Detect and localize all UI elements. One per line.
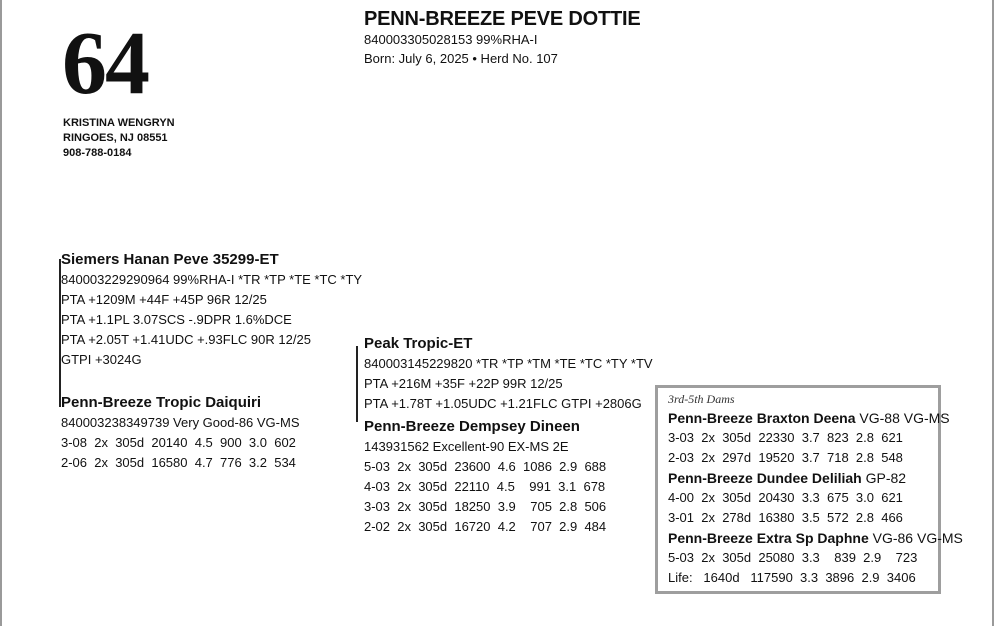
maternal-granddam-block: [364, 417, 606, 537]
dam-5-name: Penn-Breeze Extra Sp Daphne: [668, 530, 869, 546]
sire-line: GTPI +3024G: [61, 352, 142, 367]
dam-4-record: 3-01 2x 278d 16380 3.5 572 2.8 466: [668, 510, 903, 525]
animal-name: PENN-BREEZE PEVE DOTTIE: [364, 8, 641, 30]
dam-4-heading: [668, 468, 963, 488]
maternal-granddam-record: 4-03 2x 305d 22110 4.5 991 3.1 678: [364, 479, 606, 494]
sire-line: PTA +2.05T +1.41UDC +.93FLC 90R 12/25: [61, 332, 311, 347]
third-fifth-dams-box: [655, 385, 963, 594]
maternal-grandsire-line: PTA +1.78T +1.05UDC +1.21FLC GTPI +2806G: [364, 396, 642, 411]
dam-4-classification: GP-82: [861, 470, 907, 486]
maternal-granddam-record: 2-02 2x 305d 16720 4.2 707 2.9 484: [364, 519, 607, 534]
dam-3-classification: VG-88 VG-MS: [855, 410, 950, 426]
lot-number: 64: [62, 14, 148, 113]
consignor-info: [63, 116, 175, 161]
maternal-grandsire-block: [364, 334, 653, 414]
consignor-name: KRISTINA WENGRYN: [63, 117, 175, 129]
sire-line: PTA +1.1PL 3.07SCS -.9DPR 1.6%DCE: [61, 312, 292, 327]
dams-box-title: 3rd-5th Dams: [668, 392, 735, 406]
dam-3-record: 3-03 2x 305d 22330 3.7 823 2.8 621: [668, 430, 903, 445]
dam-line: 840003238349739 Very Good-86 VG-MS: [61, 415, 300, 430]
animal-header: [364, 8, 641, 68]
animal-born-line: Born: July 6, 2025 • Herd No. 107: [364, 51, 558, 66]
dam-5-record: 5-03 2x 305d 25080 3.3 839 2.9 723: [668, 550, 918, 565]
dam-4-record: 4-00 2x 305d 20430 3.3 675 3.0 621: [668, 490, 903, 505]
dam-record: 3-08 2x 305d 20140 4.5 900 3.0 602: [61, 435, 296, 450]
sire-block: [61, 250, 362, 370]
animal-id-line: 840003305028153 99%RHA-I: [364, 32, 538, 47]
dam-3-record: 2-03 2x 297d 19520 3.7 718 2.8 548: [668, 450, 903, 465]
maternal-granddam-record: 5-03 2x 305d 23600 4.6 1086 2.9 688: [364, 459, 607, 474]
dam-block: [61, 393, 300, 473]
consignor-phone: 908-788-0184: [63, 147, 132, 159]
dam-name: Penn-Breeze Tropic Daiquiri: [61, 394, 262, 411]
dam-record: 2-06 2x 305d 16580 4.7 776 3.2 534: [61, 455, 296, 470]
dam-5-classification: VG-86 VG-MS: [868, 530, 963, 546]
maternal-granddam-name: Penn-Breeze Dempsey Dineen: [364, 418, 580, 435]
maternal-grandsire-name: Peak Tropic-ET: [364, 335, 473, 352]
page-border-left: [0, 0, 2, 626]
sire-line: 840003229290964 99%RHA-I *TR *TP *TE *TC *TY: [61, 272, 363, 287]
maternal-grandsire-line: 840003145229820 *TR *TP *TM *TE *TC *TY *TV: [364, 356, 653, 371]
maternal-granddam-line: 143931562 Excellent-90 EX-MS 2E: [364, 439, 569, 454]
dams-list: [668, 408, 963, 588]
maternal-grandsire-line: PTA +216M +35F +22P 99R 12/25: [364, 376, 563, 391]
dam-3-heading: [668, 408, 963, 428]
dam-3-name: Penn-Breeze Braxton Deena: [668, 410, 856, 426]
dam-4-name: Penn-Breeze Dundee Deliliah: [668, 470, 862, 486]
dam-5-lifetime: Life: 1640d 117590 3.3 3896 2.9 3406: [668, 570, 916, 585]
sire-name: Siemers Hanan Peve 35299-ET: [61, 251, 279, 268]
dam-5-heading: [668, 528, 963, 548]
sire-line: PTA +1209M +44F +45P 96R 12/25: [61, 292, 267, 307]
maternal-granddam-record: 3-03 2x 305d 18250 3.9 705 2.8 506: [364, 499, 607, 514]
consignor-city: RINGOES, NJ 08551: [63, 132, 168, 144]
